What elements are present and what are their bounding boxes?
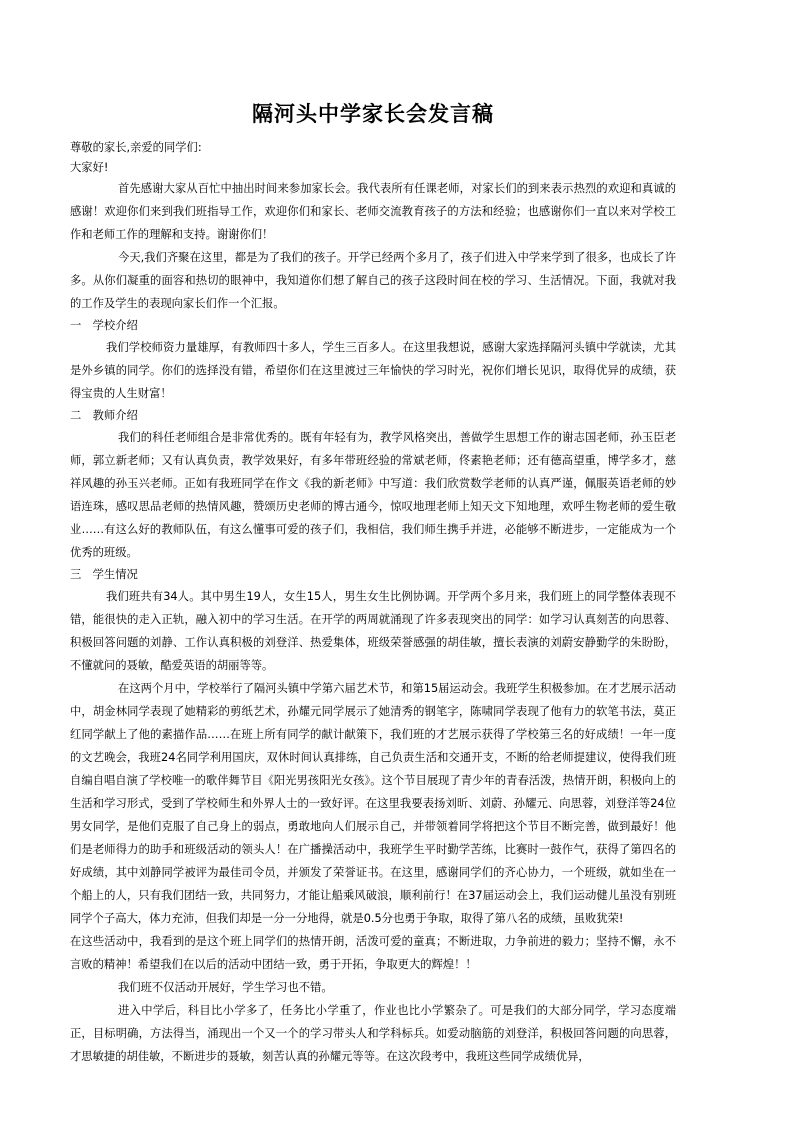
section-paragraph-students-2: 在这两个月中，学校举行了隔河头镇中学第六届艺术节，和第15届运动会。我班学生积极参加。在才艺展示活动中，胡金林同学表现了她精彩的剪纸艺术，孙耀元同学展示了她清秀的钢笔字，陈啸同学表现了他有力的软笔书法，莫正红同学献上了他的素描作品……在班上所有同学的献计献策下，我们班的才艺展示获得了学校第三名的好成绩！一年一度的文艺晚会，我班24名同学利用国庆，双休时间认真排练，自己负责生活和交通开支，不断的给老师提建议，使得我们班自编自唱自演了学校唯一的歌伴舞节目《阳光男孩阳光女孩》。这个节目展现了青少年的青春活泼，热情开朗，积极向上的生活和学习形式，受到了学校师生和外界人士的一致好评。在这里我要表扬刘昕、刘蔚、孙耀元、向思蓉，刘登洋等24位男女同学，是他们克服了自己身上的弱点，勇敢地向人们展示自己，并带领着同学将把这个节目不断完善，做到最好！他们是老师得力的助手和班级活动的领头人！在广播操活动中，我班学生平时勤学苦练，比赛时一鼓作气，获得了第四名的好成绩，其中刘静同学被评为最佳司令员，并颁发了荣誉证书。在这里，感谢同学们的齐心协力，一个班级，就如坐在一个船上的人，只有我们团结一致，共同努力，才能让船乘风破浪，顺利前行！在37届运动会上，我们运动健儿虽没有别班同学个子高大，体力充沛，但我们却是一分一分地得，就是0.5分也勇于争取，取得了第八名的成绩，虽败犹荣! (70, 682, 676, 926)
section-paragraph-school: 我们学校师资力量雄厚，有教师四十多人，学生三百多人。在这里我想说，感谢大家选择隔河头镇中学就读，尤其是外乡镇的同学。你们的选择没有错，希望你们在这里渡过三年愉快的学习时光，祝你们增长见识，取得优异的成绩，获得宝贵的人生财富！ (70, 341, 676, 401)
closing-paragraph-3: 进入中学后，科目比小学多了，任务比小学重了，作业也比小学繁杂了。可是我们的大部分同学，学习态度端正，目标明确，方法得当，涌现出一个又一个的学习带头人和学科标兵。如爱动脑筋的刘登洋，积极回答问题的向思蓉，才思敏捷的胡佳敏，不断进步的聂敏，刻苦认真的孙耀元等等。在这次段考中，我班这些同学成绩优异， (70, 1004, 676, 1064)
section-paragraph-students-1: 我们班共有34人。其中男生19人，女生15人，男生女生比例协调。开学两个多月来，我们班上的同学整体表现不错，能很快的走入正轨，融入初中的学习生活。在开学的两周就涌现了许多表现突出的同学：如学习认真刻苦的向思蓉、积极回答问题的刘静、工作认真积极的刘登洋、热爱集体，班级荣誉感强的胡佳敏，擅长表演的刘蔚安静勤学的朱盼盼，不懂就问的聂敏，酷爱英语的胡丽等等。 (70, 590, 676, 673)
greeting: 大家好! (70, 160, 109, 174)
closing-paragraph-1: 在这些活动中，我看到的是这个班上同学们的热情开朗，活泼可爱的童真；不断进取，力争前进的毅力；坚持不懈，永不言败的精神！希望我们在以后的活动中团结一致，勇于开拓，争取更大的辉煌！！ (70, 935, 676, 972)
intro-paragraph-2: 今天,我们齐聚在这里，都是为了我们的孩子。开学已经两个多月了，孩子们进入中学来学到了很多，也成长了许多。从你们凝重的面容和热切的眼神中，我知道你们想了解自己的孩子这段时间在校的学习、生活情况。下面，我就对我的工作及学生的表现向家长们作一个汇报。 (70, 251, 676, 311)
document-page (70, 100, 676, 1090)
intro-paragraph-1: 首先感谢大家从百忙中抽出时间来参加家长会。我代表所有任课老师，对家长们的到来表示热烈的欢迎和真诚的感谢！欢迎你们来到我们班指导工作，欢迎你们和家长、老师交流教育孩子的方法和经验；也感谢你们一直以来对学校工作和老师工作的理解和支持。谢谢你们！ (70, 182, 676, 242)
section-paragraph-teachers: 我们的科任老师组合是非常优秀的。既有年轻有为，教学风格突出，善做学生思想工作的谢志国老师，孙玉臣老师，郭立新老师；又有认真负责，教学效果好，有多年带班经验的常斌老师，佟素艳老师；还有德高望重，博学多才，慈祥风趣的孙玉兴老师。正如有我班同学在作文《我的新老师》中写道：我们欣赏数学老师的认真严谨，佩服英语老师的妙语连珠，感叹思品老师的热情风趣，赞颂历史老师的博古通今，惊叹地理老师上知天文下知地理，欢呼生物老师的爱生敬业……有这么好的教师队伍，有这么懂事可爱的孩子们，我相信，我们师生携手并进，必能够不断进步，一定能成为一个优秀的班级。 (70, 431, 676, 560)
section-heading-teachers: 二 教师介绍 (70, 409, 138, 423)
section-heading-students: 三 学生情况 (70, 568, 138, 582)
section-heading-school: 一 学校介绍 (70, 319, 138, 333)
salutation: 尊敬的家长,亲爱的同学们: (70, 141, 202, 154)
document-title: 隔河头中学家长会发言稿 (252, 101, 494, 126)
closing-paragraph-2: 我们班不仅活动开展好，学生学习也不错。 (118, 981, 333, 995)
